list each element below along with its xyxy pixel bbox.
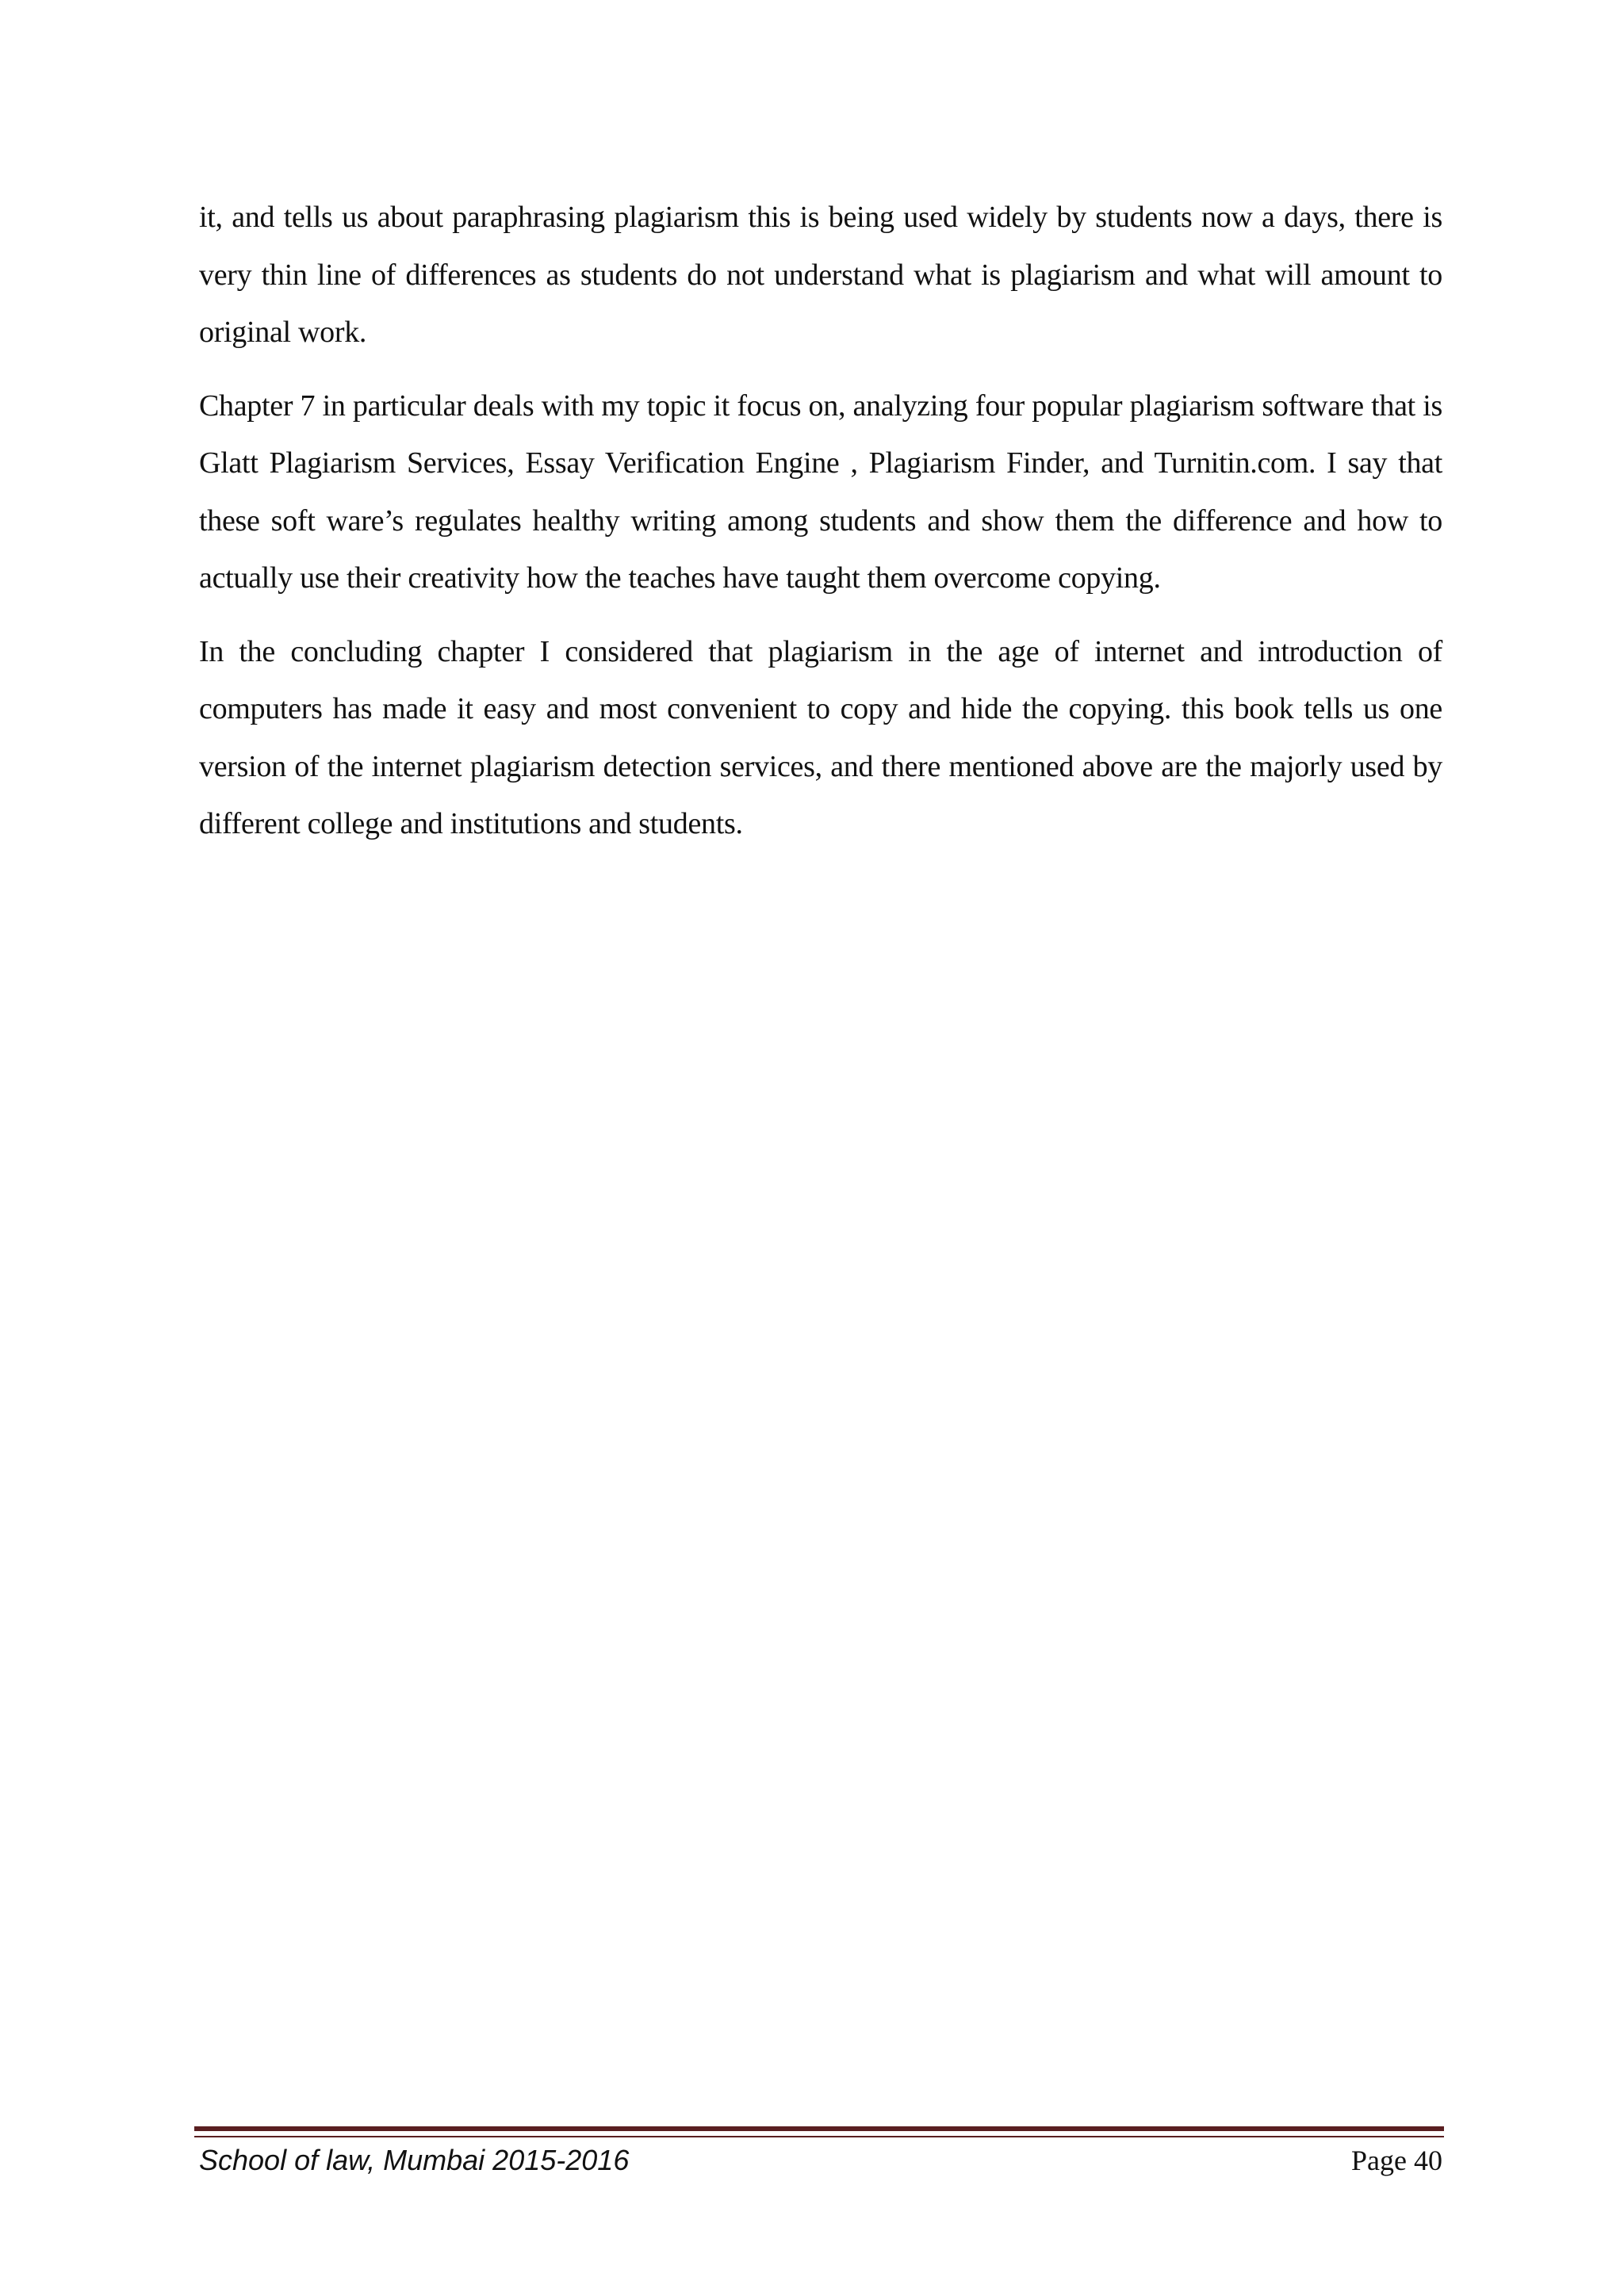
paragraph-1: it, and tells us about paraphrasing plagiarism this is being used widely by students now a days, there is very thin line of differences as students do not understand what is plagiarism and what will amount to original work. xyxy=(199,201,1442,349)
footer-rule-thin xyxy=(194,2136,1444,2137)
body-text xyxy=(199,189,1442,869)
footer-rule-thick xyxy=(194,2126,1444,2131)
paragraph-3: In the concluding chapter I considered that plagiarism in the age of internet and introduction of computers has made it easy and most convenient to copy and hide the copying. this book tells us one version of the internet plagiarism detection services, and there mentioned above are the majorly used by different college and institutions and students. xyxy=(199,634,1442,840)
footer-page-number: Page 40 xyxy=(1351,2145,1442,2176)
paragraph-2: Chapter 7 in particular deals with my topic it focus on, analyzing four popular plagiarism software that is Glatt Plagiarism Services, Essay Verification Engine , Plagiarism Finder, and Turnitin.com. I say that these soft ware’s regulates healthy writing among students and show them the difference and how to actually use their creativity how the teaches have taught them overcome copying. xyxy=(199,388,1442,595)
footer-school-label: School of law, Mumbai 2015-2016 xyxy=(199,2144,630,2176)
